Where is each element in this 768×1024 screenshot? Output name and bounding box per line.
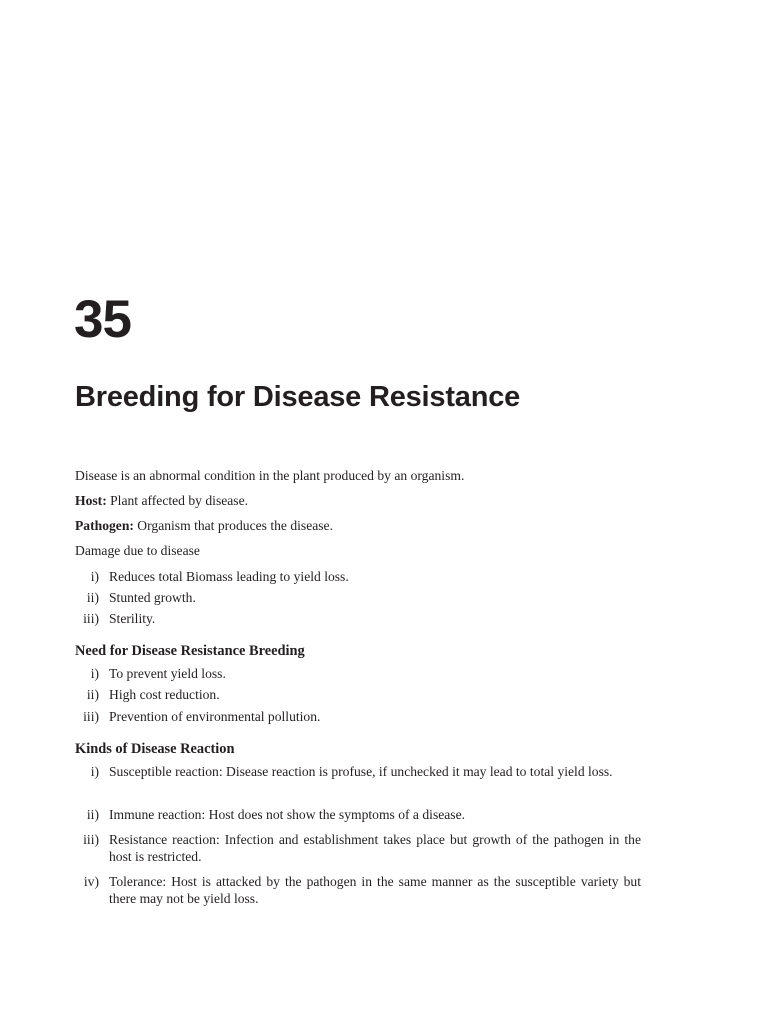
damage-list-item bbox=[75, 589, 641, 606]
kinds-list-item bbox=[75, 806, 641, 823]
pathogen-definition bbox=[75, 517, 333, 534]
host-text: Plant affected by disease. bbox=[106, 493, 249, 508]
list-number: iii) bbox=[83, 709, 99, 724]
list-number: ii) bbox=[86, 687, 99, 702]
list-number: i) bbox=[90, 764, 99, 779]
list-text: Susceptible reaction: Disease reaction is profuse, if unchecked it may lead to total yield loss. bbox=[109, 764, 613, 779]
list-text: To prevent yield loss. bbox=[109, 666, 226, 681]
list-number: i) bbox=[90, 569, 99, 584]
need-list-item bbox=[75, 708, 641, 725]
host-label: Host: bbox=[75, 493, 107, 508]
list-text: Resistance reaction: Infection and establishment takes place but growth of the pathogen in the host is restricted. bbox=[109, 832, 641, 864]
kinds-section-heading: Kinds of Disease Reaction bbox=[75, 741, 235, 757]
list-number: iii) bbox=[83, 832, 99, 847]
list-number: ii) bbox=[86, 807, 99, 822]
host-definition bbox=[75, 492, 248, 509]
kinds-list-item bbox=[75, 763, 641, 780]
list-number: iii) bbox=[83, 611, 99, 626]
chapter-title: Breeding for Disease Resistance bbox=[75, 381, 521, 413]
chapter-number: 35 bbox=[74, 290, 131, 349]
list-text: High cost reduction. bbox=[109, 687, 220, 702]
damage-list-item bbox=[75, 610, 641, 627]
pathogen-text: Organism that produces the disease. bbox=[133, 518, 333, 533]
pathogen-label: Pathogen: bbox=[75, 518, 134, 533]
list-text: Immune reaction: Host does not show the symptoms of a disease. bbox=[109, 807, 466, 822]
need-section-heading: Need for Disease Resistance Breeding bbox=[75, 643, 305, 659]
damage-list-item bbox=[75, 568, 641, 585]
damage-heading: Damage due to disease bbox=[75, 543, 200, 558]
list-text: Stunted growth. bbox=[109, 590, 196, 605]
list-number: iv) bbox=[83, 874, 99, 889]
need-list-item bbox=[75, 665, 641, 682]
list-text: Tolerance: Host is attacked by the pathogen in the same manner as the susceptible variety but there may not be yield loss. bbox=[109, 874, 641, 906]
list-number: ii) bbox=[86, 590, 99, 605]
list-text: Sterility. bbox=[109, 611, 156, 626]
disease-definition: Disease is an abnormal condition in the plant produced by an organism. bbox=[75, 468, 465, 483]
kinds-list-item bbox=[75, 831, 641, 865]
need-list-item bbox=[75, 686, 641, 703]
list-number: i) bbox=[90, 666, 99, 681]
list-text: Reduces total Biomass leading to yield loss. bbox=[109, 569, 349, 584]
kinds-list-item bbox=[75, 873, 641, 907]
list-text: Prevention of environmental pollution. bbox=[109, 709, 321, 724]
